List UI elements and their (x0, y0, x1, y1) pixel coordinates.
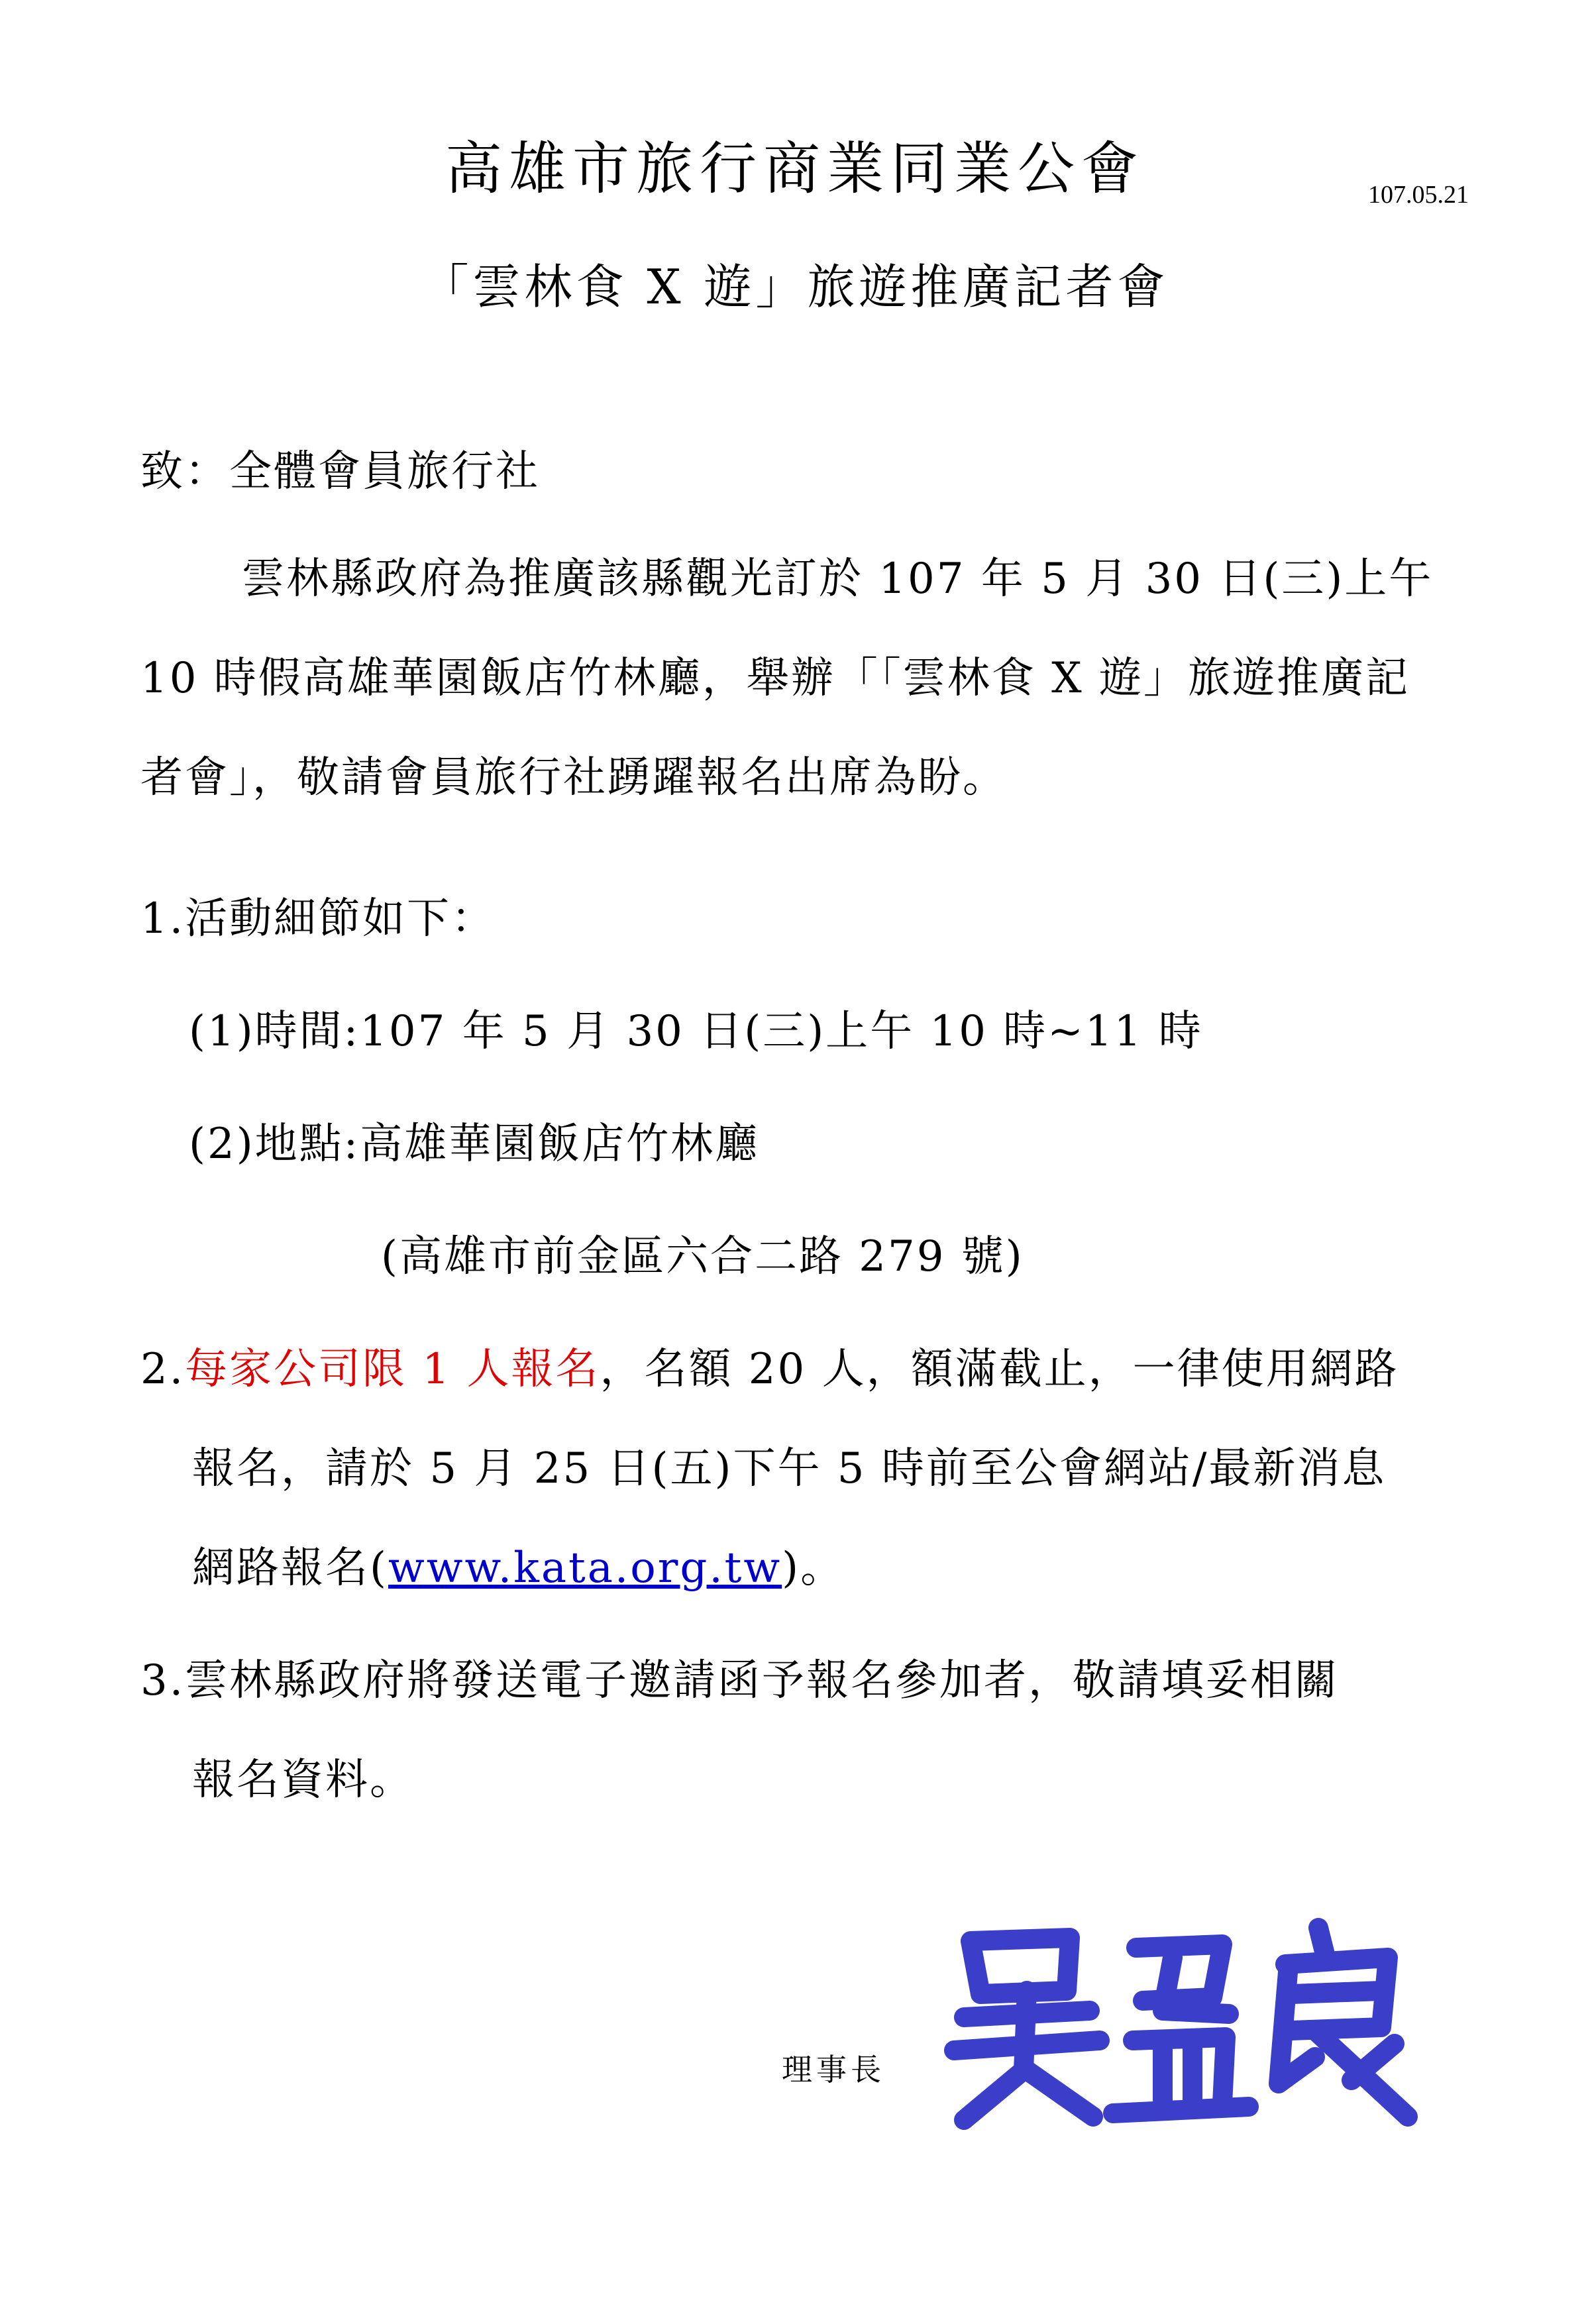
page-title: 高雄市旅行商業同業公會 (445, 136, 1145, 202)
item2-line-1 (140, 1335, 1399, 1396)
item3-line-1: 3.雲林縣政府將發送電子邀請函予報名參加者，敬請填妥相關 (140, 1656, 1340, 1705)
document-date: 107.05.21 (1368, 181, 1469, 209)
item2-line-3-prefix: 網路報名( (192, 1544, 388, 1593)
recipient-line: 致：全體會員旅行社 (140, 447, 540, 496)
signature-role: 理事長 (782, 2052, 885, 2087)
intro-line-3: 者會」，敬請會員旅行社踴躍報名出席為盼。 (140, 753, 1007, 802)
item2-number: 2. (140, 1345, 186, 1394)
handwritten-signature (944, 1918, 1421, 2137)
item3-line-2: 報名資料。 (192, 1756, 414, 1805)
item1-heading: 1.活動細節如下： (140, 894, 496, 943)
page-subtitle: 「雲林食 X 遊」旅遊推廣記者會 (421, 259, 1169, 315)
item2-line-2: 報名，請於 5 月 25 日(五)下午 5 時前至公會網站/最新消息 (192, 1444, 1387, 1493)
item1-place: (2)地點:高雄華園飯店竹林廳 (189, 1120, 760, 1169)
item2-line-1-rest: ，名額 20 人，額滿截止，一律使用網路 (600, 1345, 1399, 1394)
item1-time: (1)時間:107 年 5 月 30 日(三)上午 10 時~11 時 (189, 1007, 1203, 1056)
intro-line-2: 10 時假高雄華園飯店竹林廳，舉辦「「雲林食 X 遊」旅遊推廣記 (140, 654, 1410, 703)
item2-highlight: 每家公司限 1 人報名 (185, 1345, 600, 1394)
registration-link[interactable]: www.kata.org.tw (388, 1544, 782, 1593)
item1-address: (高雄市前金區六合二路 279 號) (381, 1232, 1024, 1281)
item2-line-3 (192, 1534, 845, 1595)
item2-line-3-suffix: )。 (782, 1544, 845, 1593)
intro-line-1: 雲林縣政府為推廣該縣觀光訂於 107 年 5 月 30 日(三)上午 (242, 555, 1434, 604)
